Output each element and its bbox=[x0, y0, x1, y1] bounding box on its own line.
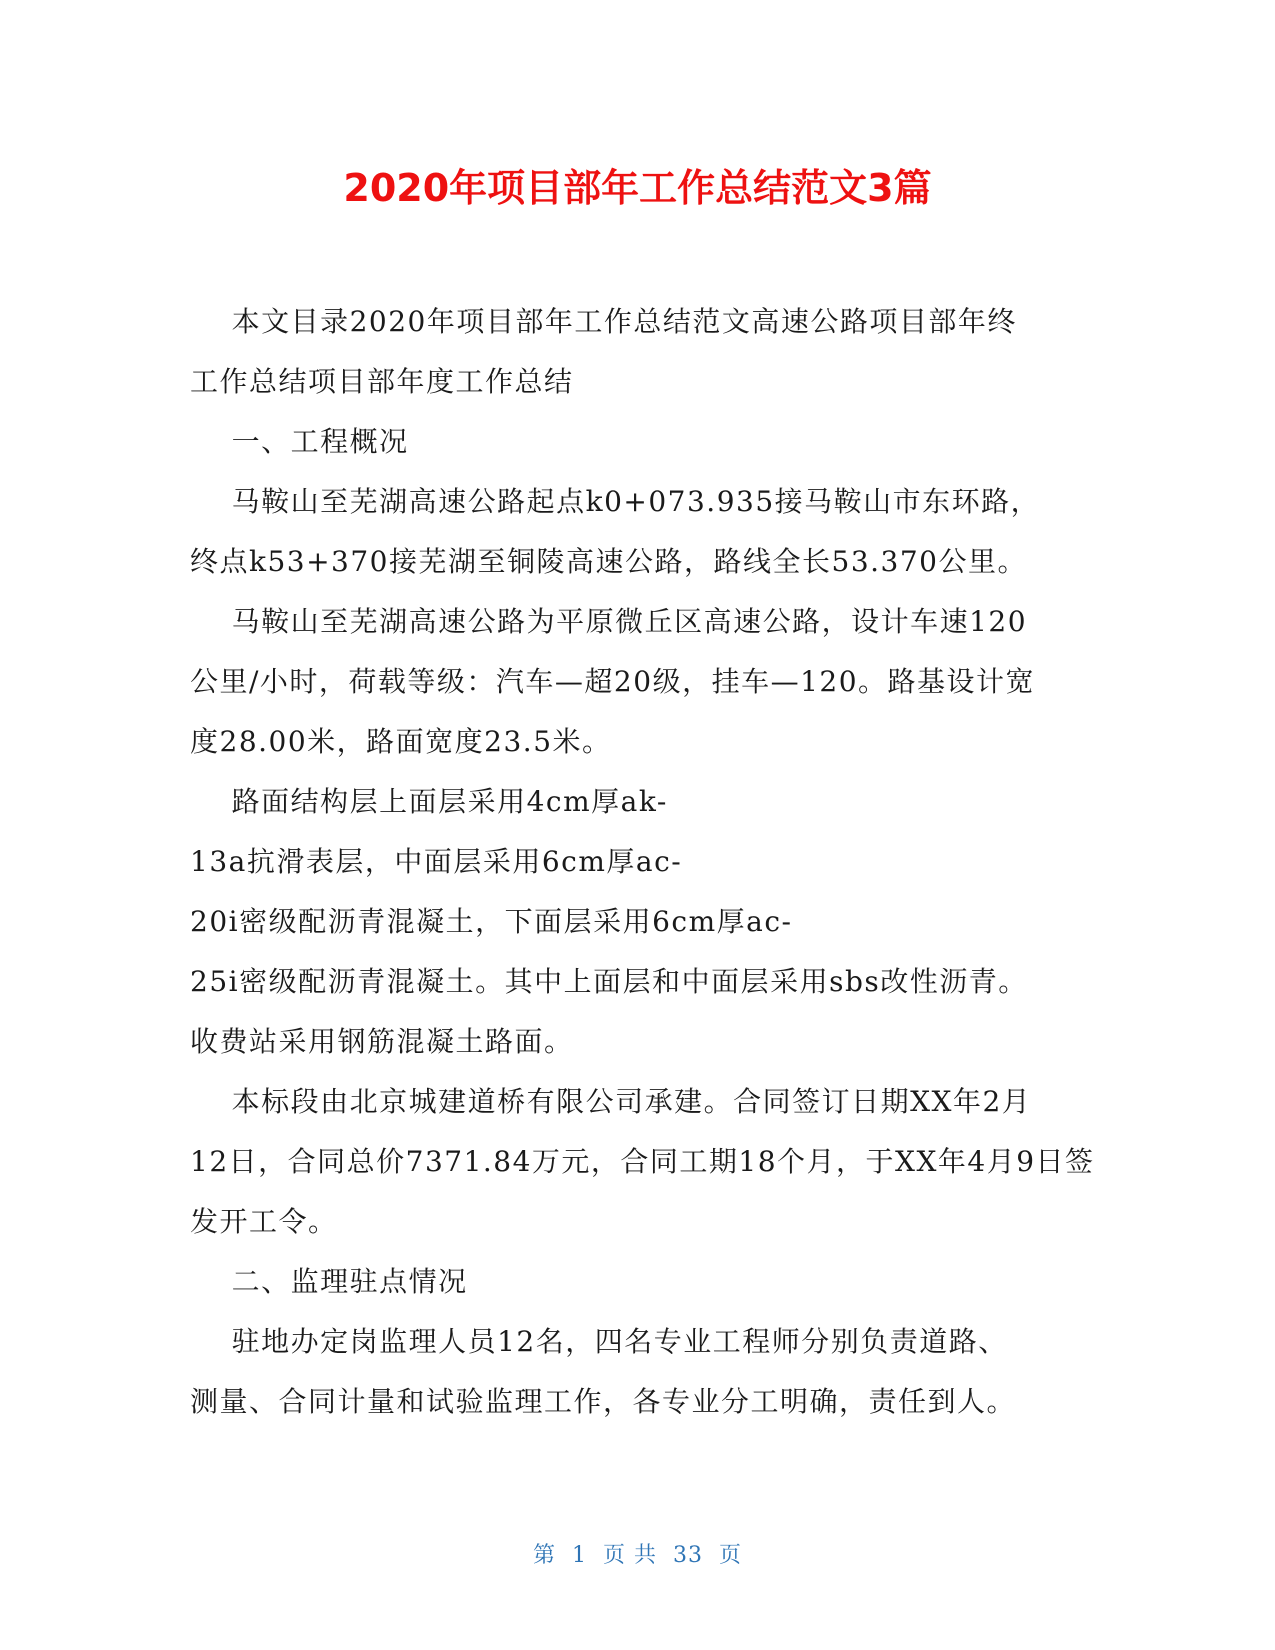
text-line: 20i密级配沥青混凝土，下面层采用6cm厚ac- bbox=[190, 905, 793, 938]
footer-suffix: 页 bbox=[719, 1543, 743, 1568]
text-line: 马鞍山至芜湖高速公路起点k0+073.935接马鞍山市东环路， bbox=[190, 485, 1041, 518]
document-body bbox=[190, 292, 1095, 1432]
text-line: 工作总结项目部年度工作总结 bbox=[190, 365, 574, 398]
text-line: 发开工令。 bbox=[190, 1205, 338, 1238]
text-line: 本文目录2020年项目部年工作总结范文高速公路项目部年终 bbox=[190, 305, 1017, 338]
text-line: 本标段由北京城建道桥有限公司承建。合同签订日期XX年2月 bbox=[190, 1085, 1032, 1118]
text-line: 驻地办定岗监理人员12名，四名专业工程师分别负责道路、 bbox=[190, 1325, 1008, 1358]
text-line: 收费站采用钢筋混凝土路面。 bbox=[190, 1025, 574, 1058]
text-line: 公里/小时，荷载等级：汽车—超20级，挂车—120。路基设计宽 bbox=[190, 665, 1036, 698]
section-heading: 二、监理驻点情况 bbox=[190, 1265, 468, 1298]
text-line: 25i密级配沥青混凝土。其中上面层和中面层采用sbs改性沥青。 bbox=[190, 965, 1028, 998]
text-line: 测量、合同计量和试验监理工作，各专业分工明确，责任到人。 bbox=[190, 1385, 1017, 1418]
footer-page-number: 1 bbox=[572, 1543, 587, 1568]
footer-total-pages: 33 bbox=[673, 1543, 703, 1568]
footer-middle: 页 共 bbox=[603, 1543, 657, 1568]
document-title: 2020年项目部年工作总结范文3篇 bbox=[343, 166, 932, 210]
section-heading: 一、工程概况 bbox=[190, 425, 409, 458]
text-line: 13a抗滑表层，中面层采用6cm厚ac- bbox=[190, 845, 683, 878]
page-footer bbox=[0, 1538, 1275, 1569]
text-line: 12日，合同总价7371.84万元，合同工期18个月，于XX年4月9日签 bbox=[190, 1145, 1095, 1178]
text-line: 终点k53+370接芜湖至铜陵高速公路，路线全长53.370公里。 bbox=[190, 545, 1027, 578]
text-line: 度28.00米，路面宽度23.5米。 bbox=[190, 725, 612, 758]
text-line: 路面结构层上面层采用4cm厚ak- bbox=[190, 785, 668, 818]
text-line: 马鞍山至芜湖高速公路为平原微丘区高速公路，设计车速120 bbox=[190, 605, 1028, 638]
footer-prefix: 第 bbox=[532, 1543, 556, 1568]
